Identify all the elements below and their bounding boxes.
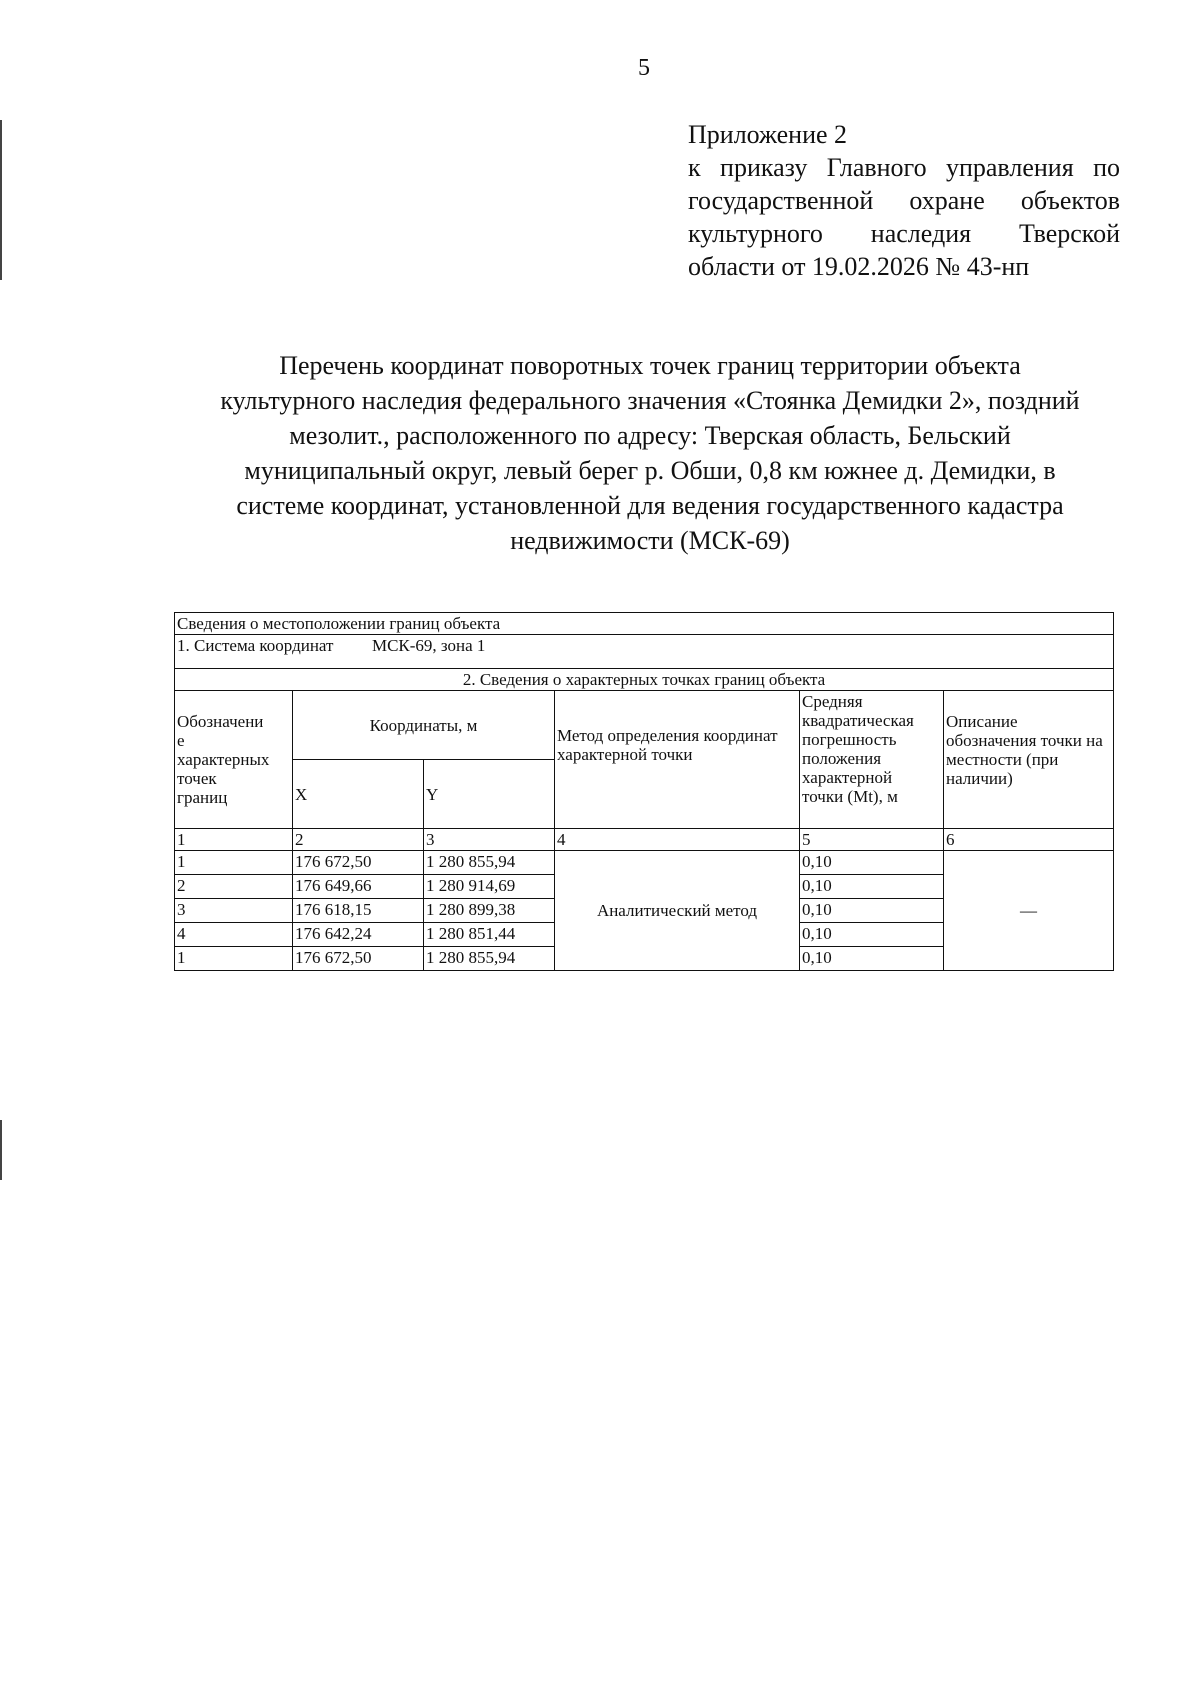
col-coordinates: Координаты, м — [293, 691, 555, 760]
col-method-text: Метод определения координат характерной точки — [557, 726, 778, 764]
appendix-line: государственной охране объектов — [688, 186, 1120, 215]
point-mt: 0,10 — [800, 851, 944, 875]
point-y: 1 280 914,69 — [424, 875, 555, 899]
point-y: 1 280 851,44 — [424, 923, 555, 947]
point-y: 1 280 855,94 — [424, 851, 555, 875]
column-number: 3 — [424, 829, 555, 851]
points-header: 2. Сведения о характерных точках границ объекта — [175, 669, 1114, 691]
document-title — [160, 348, 1140, 558]
coordinate-system-label: 1. Система координат — [177, 636, 334, 655]
col-error-text: квадратическая — [802, 711, 914, 730]
appendix-line: Приложение 2 — [688, 120, 848, 149]
column-number: 1 — [175, 829, 293, 851]
appendix-line: области от 19.02.2026 № 43-нп — [688, 252, 1030, 281]
description-value: — — [944, 851, 1114, 971]
col-x: X — [293, 760, 424, 829]
scan-edge-mark — [0, 120, 2, 280]
col-method — [555, 691, 800, 829]
point-mt: 0,10 — [800, 875, 944, 899]
page-number: 5 — [638, 55, 650, 81]
point-mt: 0,10 — [800, 947, 944, 971]
table-row — [175, 851, 1114, 875]
appendix-line: к приказу Главного управления по — [688, 153, 1120, 182]
column-number: 5 — [800, 829, 944, 851]
col-description-text: Описание обозначения точки на местности (при наличии) — [946, 712, 1103, 788]
column-number: 2 — [293, 829, 424, 851]
col-error-text: погрешность — [802, 730, 897, 749]
point-number: 2 — [175, 875, 293, 899]
point-number: 3 — [175, 899, 293, 923]
coordinates-table — [174, 612, 1114, 971]
method-value: Аналитический метод — [555, 851, 800, 971]
title-line: недвижимости (МСК-69) — [510, 526, 790, 555]
point-x: 176 618,15 — [293, 899, 424, 923]
title-line: мезолит., расположенного по адресу: Тверская область, Бельский — [289, 421, 1011, 450]
title-line: Перечень координат поворотных точек границ территории объекта — [279, 351, 1021, 380]
col-designation-text: Обозначени — [177, 712, 264, 731]
point-x: 176 642,24 — [293, 923, 424, 947]
appendix-line: культурного наследия Тверской — [688, 219, 1120, 248]
point-mt: 0,10 — [800, 923, 944, 947]
col-y: Y — [424, 760, 555, 829]
col-error-text: точки (Mt), м — [802, 787, 898, 806]
point-x: 176 672,50 — [293, 851, 424, 875]
column-number: 6 — [944, 829, 1114, 851]
col-designation-text: е — [177, 731, 185, 750]
col-error-text: Средняя — [802, 692, 863, 711]
col-designation-text: характерных — [177, 750, 270, 769]
section-header: Сведения о местоположении границ объекта — [175, 613, 1114, 635]
scan-edge-mark — [0, 1120, 2, 1180]
point-x: 176 649,66 — [293, 875, 424, 899]
appendix-heading — [688, 118, 1120, 283]
col-error-text: характерной — [802, 768, 893, 787]
point-number: 1 — [175, 947, 293, 971]
col-designation-text: границ — [177, 788, 228, 807]
col-error — [800, 691, 944, 829]
coordinate-system-value: МСК-69, зона 1 — [371, 636, 486, 655]
point-number: 4 — [175, 923, 293, 947]
point-y: 1 280 855,94 — [424, 947, 555, 971]
col-designation-text: точек — [177, 769, 217, 788]
point-number: 1 — [175, 851, 293, 875]
title-line: культурного наследия федерального значения «Стоянка Демидки 2», поздний — [220, 386, 1080, 415]
title-line: системе координат, установленной для ведения государственного кадастра — [236, 491, 1064, 520]
col-designation — [175, 691, 293, 829]
col-description — [944, 691, 1114, 829]
column-number: 4 — [555, 829, 800, 851]
title-line: муниципальный округ, левый берег р. Обши, 0,8 км южнее д. Демидки, в — [244, 456, 1056, 485]
point-y: 1 280 899,38 — [424, 899, 555, 923]
coordinate-system-row — [175, 635, 1114, 669]
col-error-text: положения — [802, 749, 882, 768]
point-x: 176 672,50 — [293, 947, 424, 971]
point-mt: 0,10 — [800, 899, 944, 923]
